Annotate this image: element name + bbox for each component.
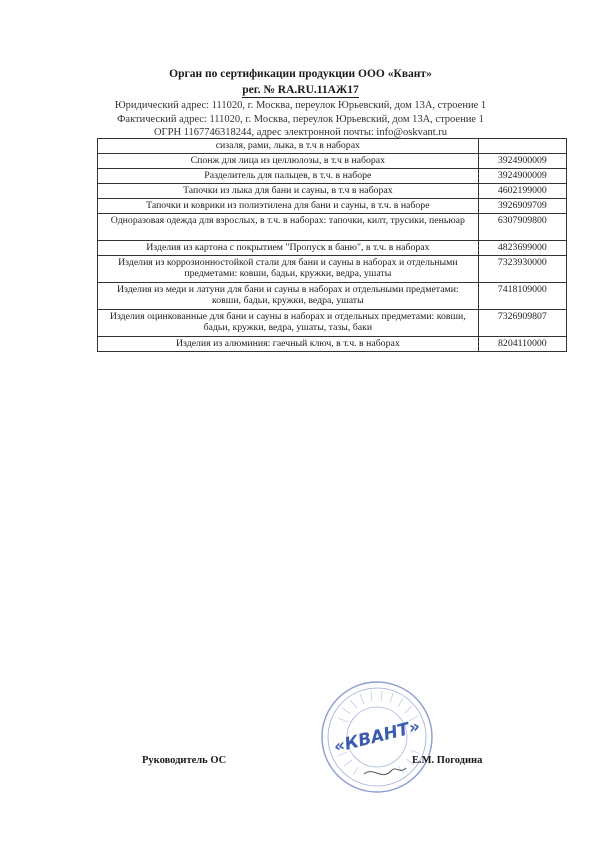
signatory-name: Е.М. Погодина [412,755,483,766]
organization-title: Орган по сертификации продукции ООО «Квант» [169,68,432,80]
product-name: Одноразовая одежда для взрослых, в т.ч. в наборах: тапочки, килт, трусики, пеньюар [98,214,479,241]
registration-number [0,84,601,96]
product-code: 3926909709 [478,199,566,214]
product-code: 3924900009 [478,169,566,184]
table-row [98,256,567,283]
stamp-text: «КВАНТ» [331,716,423,758]
certification-stamp [318,678,436,796]
product-code: 4823699000 [478,241,566,256]
products-table [97,138,567,352]
table-row [98,139,567,154]
table-row [98,169,567,184]
product-name: Изделия оцинкованные для бани и сауны в наборах и отдельных предметами: ковши, бадьи, кружки, ведра, ушаты, тазы, баки [98,310,479,337]
product-name: Изделия из картона с покрытием "Пропуск в баню", в т.ч. в наборах [98,241,479,256]
table-row [98,241,567,256]
product-code: 7326909807 [478,310,566,337]
product-name: Тапочки из лыка для бани и сауны, в т.ч в наборах [98,184,479,199]
signatory-role: Руководитель ОС [142,755,227,766]
table-row [98,184,567,199]
table-row [98,337,567,352]
product-code: 8204110000 [478,337,566,352]
product-name: Изделия из меди и латуни для бани и сауны в наборах и отдельными предметами: ковши, бадьи, кружки, ведра, ушаты [98,283,479,310]
product-code: 7323930000 [478,256,566,283]
product-code: 6307909800 [478,214,566,241]
product-name: Спонж для лица из целлюлозы, в т.ч в наборах [98,154,479,169]
registration-number-text: рег. № RA.RU.11АЖ17 [242,84,359,96]
product-name: Изделия из алюминия: гаечный ключ, в т.ч. в наборах [98,337,479,352]
product-code [478,139,566,154]
product-name: сизаля, рами, лыка, в т.ч в наборах [98,139,479,154]
product-code: 7418109000 [478,283,566,310]
table-row [98,310,567,337]
product-name: Изделия из коррозионностойкой стали для бани и сауны в наборах и отдельными предметами: ковши, бадьи, кружки, ведра, ушаты [98,256,479,283]
product-name: Тапочки и коврики из полиэтилена для бани и сауны, в т.ч. в наборе [98,199,479,214]
table-row [98,154,567,169]
table-row [98,199,567,214]
table-row [98,283,567,310]
actual-address: Фактический адрес: 111020, г. Москва, переулок Юрьевский, дом 13А, строение 1 [117,114,484,125]
product-code: 3924900009 [478,154,566,169]
product-code: 4602199000 [478,184,566,199]
legal-address: Юридический адрес: 111020, г. Москва, переулок Юрьевский, дом 13А, строение 1 [114,100,487,111]
product-name: Разделитель для пальцев, в т.ч. в наборе [98,169,479,184]
ogrn-email: ОГРН 1167746318244, адрес электронной почты: info@oskvant.ru [153,127,448,138]
table-row [98,214,567,241]
